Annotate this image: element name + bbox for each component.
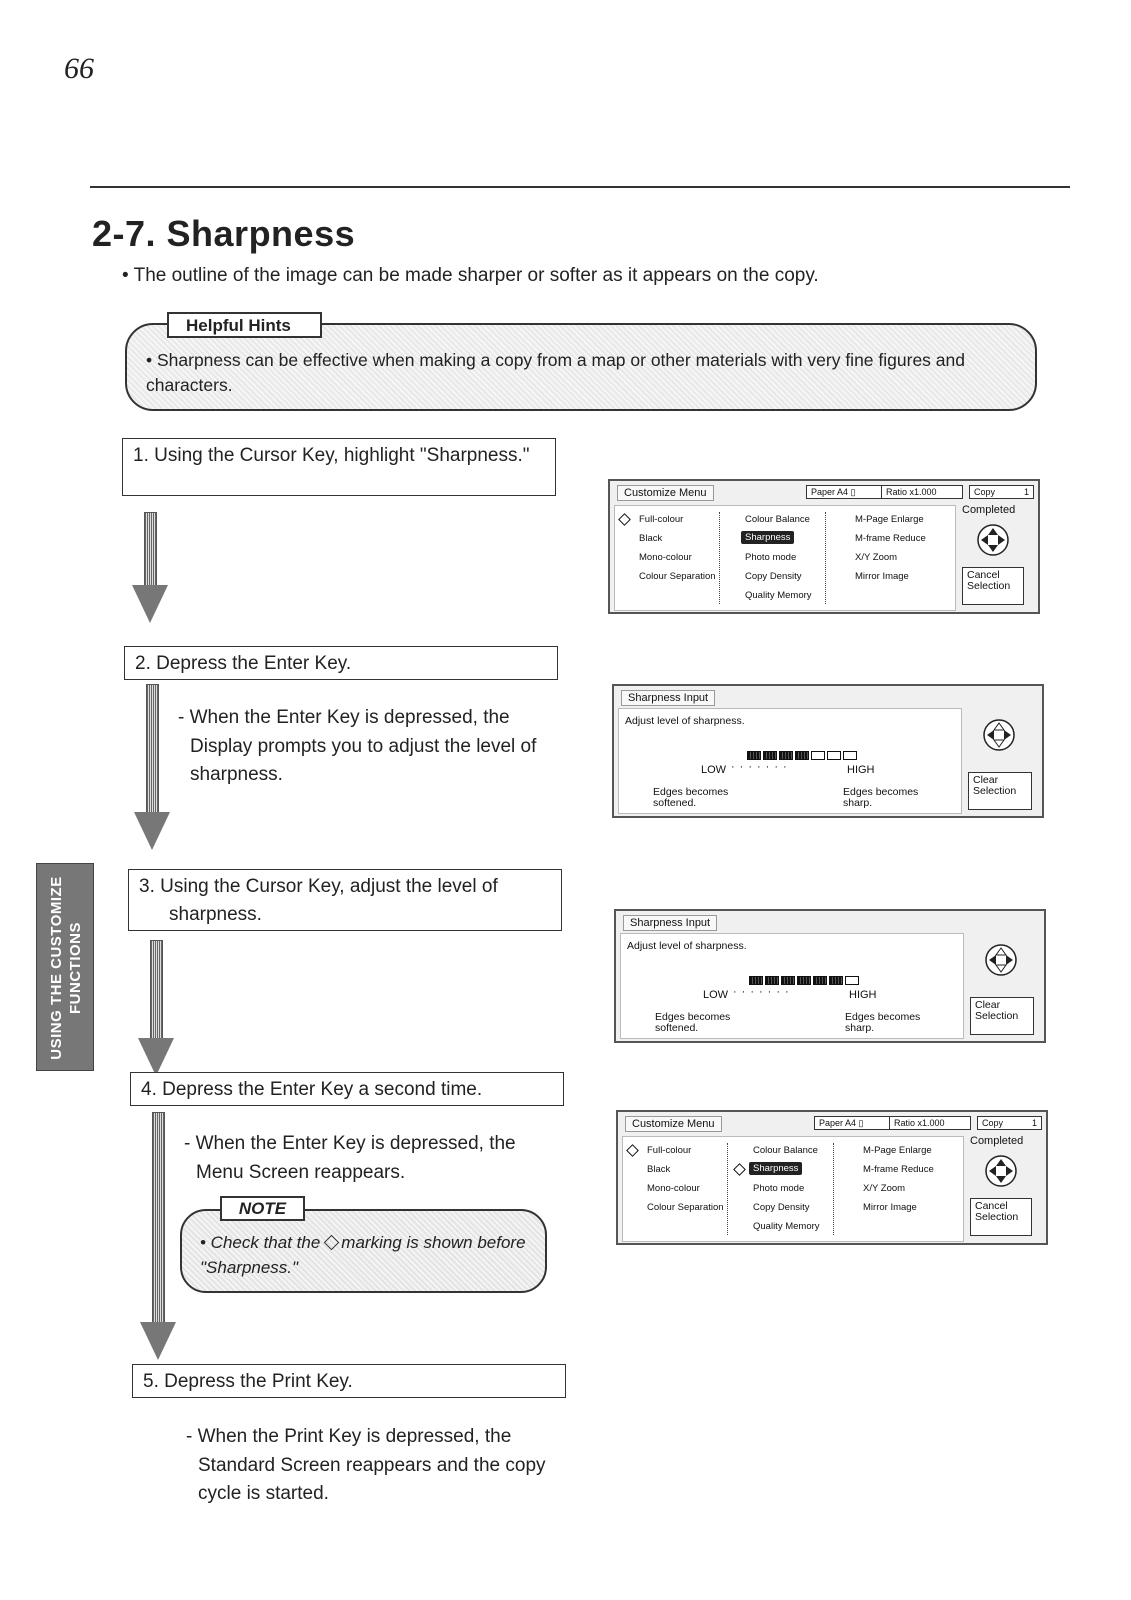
level-block-empty (843, 751, 857, 760)
copy-count: 1 (1031, 1118, 1037, 1128)
ratio-status: Ratio x1.000 (889, 1116, 971, 1130)
menu-item-colour-balance[interactable]: Colour Balance (753, 1145, 818, 1156)
menu-item-photo-mode[interactable]: Photo mode (745, 552, 797, 563)
softened-label: Edges becomes softened. (655, 1011, 731, 1034)
menu-item-m-frame-reduce[interactable]: M-frame Reduce (863, 1164, 934, 1175)
high-label: HIGH (849, 989, 877, 1001)
level-block-filled (779, 751, 793, 760)
note-label: NOTE (220, 1196, 305, 1221)
copy-count: 1 (1023, 487, 1029, 497)
level-block-filled (829, 976, 843, 985)
level-block-filled (765, 976, 779, 985)
menu-item-mono-colour[interactable]: Mono-colour (639, 552, 692, 563)
level-block-empty (845, 976, 859, 985)
copy-status (977, 1116, 1042, 1130)
step-arrow-shaft (146, 684, 159, 814)
scale-dots: ······· (731, 761, 792, 773)
cursor-key-icon (976, 523, 1010, 557)
low-label: LOW (703, 989, 729, 1001)
level-block-filled (813, 976, 827, 985)
scale-dots: ······· (733, 986, 794, 998)
panel-title: Sharpness Input (621, 690, 715, 706)
menu-pane (614, 505, 956, 611)
diamond-marker-icon (324, 1235, 340, 1251)
copy-label: Copy (974, 487, 996, 497)
softened-label: Edges becomes softened. (653, 786, 729, 809)
level-block-filled (781, 976, 795, 985)
high-label: HIGH (847, 764, 875, 776)
menu-item-m-page-enlarge[interactable]: M-Page Enlarge (863, 1145, 932, 1156)
step-2: 2. Depress the Enter Key. (124, 646, 558, 680)
cursor-key-icon (984, 943, 1018, 977)
menu-item-copy-density[interactable]: Copy Density (745, 571, 802, 582)
menu-item-mono-colour[interactable]: Mono-colour (647, 1183, 700, 1194)
paper-value: Paper A4 (819, 1118, 857, 1128)
level-block-filled (749, 976, 763, 985)
sharpness-pane (620, 933, 964, 1039)
step-arrow-shaft (144, 512, 157, 587)
menu-item-sharpness[interactable]: Sharpness (741, 531, 794, 544)
section-title: 2-7. Sharpness (92, 213, 356, 254)
paper-status: Paper A4 ▯ (806, 485, 882, 499)
step-4: 4. Depress the Enter Key a second time. (130, 1072, 564, 1106)
step-arrow-shaft (150, 940, 163, 1040)
menu-item-mirror-image[interactable]: Mirror Image (863, 1202, 917, 1213)
note-text-before: • Check that the (200, 1233, 321, 1252)
low-label: LOW (701, 764, 727, 776)
column-divider (833, 1143, 834, 1235)
paper-status: Paper A4 ▯ (814, 1116, 890, 1130)
menu-item-colour-balance[interactable]: Colour Balance (745, 514, 810, 525)
side-tab-line1: USING THE CUSTOMIZE (48, 876, 65, 1060)
helpful-hints-text: • Sharpness can be effective when making a copy from a map or other materials with very fine figures and characters. (146, 350, 965, 395)
sharpness-input-panel (614, 909, 1046, 1043)
menu-item-quality-memory[interactable]: Quality Memory (745, 590, 812, 601)
diamond-marker-icon (626, 1144, 639, 1157)
menu-item-sharpness[interactable]: Sharpness (749, 1162, 802, 1175)
step-4-detail: - When the Enter Key is depressed, the Menu Screen reappears. (184, 1133, 516, 1183)
column-divider (825, 512, 826, 604)
completed-label[interactable]: Completed (962, 504, 1016, 516)
level-block-filled (747, 751, 761, 760)
copy-label: Copy (982, 1118, 1004, 1128)
step-3: 3. Using the Cursor Key, adjust the level of sharpness. (128, 869, 562, 931)
panel-title: Sharpness Input (623, 915, 717, 931)
menu-item-xy-zoom[interactable]: X/Y Zoom (855, 552, 898, 563)
panel-title: Customize Menu (625, 1116, 722, 1132)
level-block-filled (763, 751, 777, 760)
clear-selection-button[interactable]: Clear Selection (968, 772, 1032, 810)
menu-item-full-colour[interactable]: Full-colour (639, 514, 684, 525)
panel-title: Customize Menu (617, 485, 714, 501)
customize-menu-panel (608, 479, 1040, 614)
menu-item-m-page-enlarge[interactable]: M-Page Enlarge (855, 514, 924, 525)
sharp-label: Edges becomes sharp. (845, 1011, 921, 1034)
step-5-detail: - When the Print Key is depressed, the Standard Screen reappears and the copy cycle is started. (186, 1426, 546, 1504)
helpful-hints-label: Helpful Hints (167, 312, 322, 338)
menu-item-mirror-image[interactable]: Mirror Image (855, 571, 909, 582)
copy-status (969, 485, 1034, 499)
step-arrow-head (132, 585, 168, 623)
sharp-label: Edges becomes sharp. (843, 786, 919, 809)
cancel-selection-button[interactable]: Cancel Selection (970, 1198, 1032, 1236)
sharpness-prompt: Adjust level of sharpness. (625, 715, 745, 727)
clear-selection-button[interactable]: Clear Selection (970, 997, 1034, 1035)
menu-pane (622, 1136, 964, 1242)
menu-item-black[interactable]: Black (647, 1164, 671, 1175)
menu-item-colour-separation[interactable]: Colour Separation (639, 571, 716, 582)
note-text (200, 1230, 530, 1280)
level-block-filled (797, 976, 811, 985)
column-divider (719, 512, 720, 604)
cancel-selection-button[interactable]: Cancel Selection (962, 567, 1024, 605)
menu-item-quality-memory[interactable]: Quality Memory (753, 1221, 820, 1232)
diamond-marker-icon (733, 1163, 746, 1176)
column-divider (727, 1143, 728, 1235)
cursor-key-icon (982, 718, 1016, 752)
cursor-key-icon (984, 1154, 1018, 1188)
step-1: 1. Using the Cursor Key, highlight "Sharpness." (122, 438, 556, 496)
step-5: 5. Depress the Print Key. (132, 1364, 566, 1398)
sharpness-pane (618, 708, 962, 814)
menu-item-photo-mode[interactable]: Photo mode (753, 1183, 805, 1194)
paper-value: Paper A4 (811, 487, 849, 497)
diamond-marker-icon (618, 513, 631, 526)
menu-item-m-frame-reduce[interactable]: M-frame Reduce (855, 533, 926, 544)
menu-item-colour-separation[interactable]: Colour Separation (647, 1202, 724, 1213)
completed-label[interactable]: Completed (970, 1135, 1024, 1147)
menu-item-xy-zoom[interactable]: X/Y Zoom (863, 1183, 906, 1194)
sharpness-prompt: Adjust level of sharpness. (627, 940, 747, 952)
menu-item-full-colour[interactable]: Full-colour (647, 1145, 692, 1156)
step-arrow-head (138, 1038, 174, 1076)
step-arrow-head (140, 1322, 176, 1360)
header-rule (90, 186, 1070, 188)
level-block-filled (795, 751, 809, 760)
menu-item-black[interactable]: Black (639, 533, 663, 544)
page-number: 66 (64, 52, 94, 85)
level-block-empty (811, 751, 825, 760)
note-text-after: marking is shown before "Sharpness." (200, 1233, 526, 1277)
menu-item-copy-density[interactable]: Copy Density (753, 1202, 810, 1213)
step-2-detail: - When the Enter Key is depressed, the Display prompts you to adjust the level of sharpness. (178, 707, 537, 785)
sharpness-input-panel (612, 684, 1044, 818)
customize-menu-panel (616, 1110, 1048, 1245)
step-arrow-shaft (152, 1112, 165, 1324)
level-block-empty (827, 751, 841, 760)
step-arrow-head (134, 812, 170, 850)
ratio-status: Ratio x1.000 (881, 485, 963, 499)
side-tab-line2: FUNCTIONS (67, 922, 84, 1014)
intro-text: • The outline of the image can be made sharper or softer as it appears on the copy. (122, 265, 819, 286)
chapter-side-tab (36, 863, 94, 1071)
